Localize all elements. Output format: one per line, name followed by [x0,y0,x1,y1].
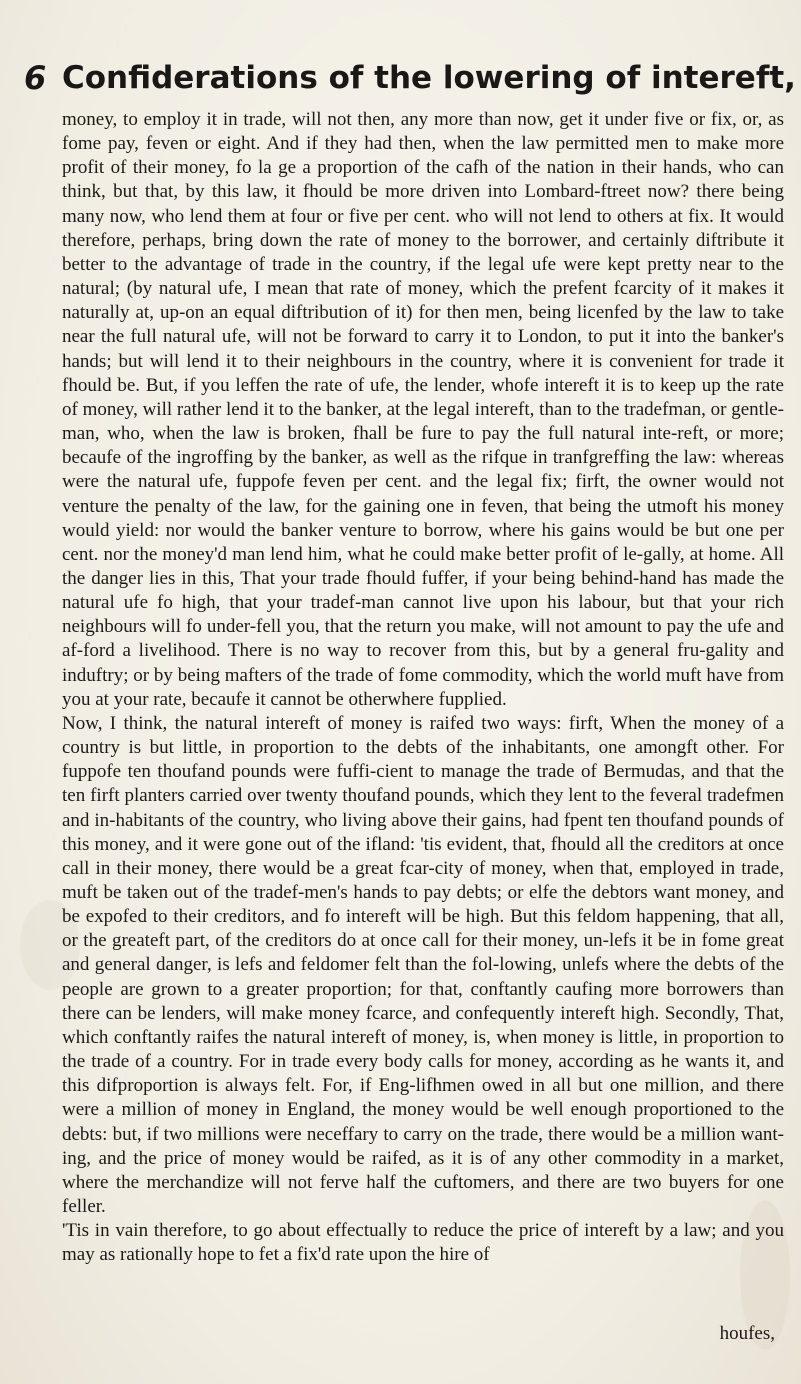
running-head: Confiderations of the lowering of intereft, [62,60,796,96]
paragraph: Now, I think, the natural intereft of money is raifed two ways: firft, When the money of a country is but little, in proportion to the debts of the inhabitants, one amongft other. For fuppofe ten thoufand pounds were fuffi-cient to manage the trade of Bermudas, and that the ten firft planters carried over twenty thoufand pounds, which they lent to the feveral tradefmen and in-habitants of the country, who living above their gains, had fpent ten thoufand pounds of this money, and it were gone out of the ifland: 'tis evident, that, fhould all the creditors at once call in their money, there would be a great fcar-city of money, when that, employed in trade, muft be taken out of the tradef-men's hands to pay debts; or elfe the debtors want money, and be expofed to their creditors, and fo intereft will be high. But this feldom happening, that all, or the greateft part, of the creditors do at once call for their money, un-lefs it be in fome great and general danger, is lefs and feldomer felt than the fol-lowing, unlefs where the debts of the people are grown to a greater proportion; for that, conftantly caufing more borrowers than there can be lenders, will make money fcarce, and confequently intereft high. Secondly, That, which conftantly raifes the natural intereft of money, is, when money is little, in proportion to the trade of a country. For in trade every body calls for money, according as he wants it, and this difproportion is always felt. For, if Eng-lifhmen owed in all but one million, and there were a million of money in England, the money would be well enough proportioned to the debts: but, if two millions were neceffary to carry on the trade, there would be a million want-ing, and the price of money would be raifed, as it is of any other commodity in a market, where the merchandize will not ferve half the cuftomers, and there are two buyers for one feller. [62,712,784,1218]
page-number: 6 [24,59,47,97]
paragraph: 'Tis in vain therefore, to go about effectually to reduce the price of intereft by a law; and you may as rationally hope to fet a fix'd rate upon the hire of [62,1220,784,1266]
paragraph: money, to employ it in trade, will not then, any more than now, get it under five or fix, or, as fome pay, feven or eight. And if they had then, when the law permitted men to make more profit of their money, fo la ge a proportion of the cafh of the nation in their hands, who can think, but that, by this law, it fhould be more driven into Lombard-ftreet now? there being many now, who lend them at four or five per cent. who will not lend to others at fix. It would therefore, perhaps, bring down the rate of money to the borrower, and certainly diftribute it better to the advantage of trade in the country, if the legal ufe were kept pretty near to the natural; (by natural ufe, I mean that rate of money, which the prefent fcarcity of it makes it naturally at, up-on an equal diftribution of it) for then men, being licenfed by the law to take near the full natural ufe, will not be forward to carry it to London, to put it into the banker's hands; but will lend it to their neighbours in the country, where it is convenient for trade it fhould be. But, if you leffen the rate of ufe, the lender, whofe intereft it is to keep up the rate of money, will rather lend it to the banker, at the legal intereft, than to the tradefman, or gentle-man, who, when the law is broken, fhall be fure to pay the full natural inte-reft, or more; becaufe of the ingroffing by the banker, as well as the rifque in tranfgreffing the law: whereas were the natural ufe, fuppofe feven per cent. and the legal fix; firft, the owner would not venture the penalty of the law, for the gaining one in feven, that being the utmoft his money would yield: nor would the banker venture to borrow, where his gains would be but one per cent. nor the money'd man lend him, what he could make better profit of le-gally, at home. All the danger lies in this, That your trade fhould fuffer, if your being behind-hand has made the natural ufe fo high, that your tradef-man cannot live upon his labour, but that your rich neighbours will fo under-fell you, that the return you make, will not amount to pay the ufe and af-ford a livelihood. There is no way to recover from this, but by a general fru-gality and induftry; or by being mafters of the trade of fome commodity, which the world muft have from you at your rate, becaufe it cannot be otherwhere fupplied. [62,109,784,710]
catchword: houfes, [719,1323,775,1344]
body-text [62,108,784,1268]
